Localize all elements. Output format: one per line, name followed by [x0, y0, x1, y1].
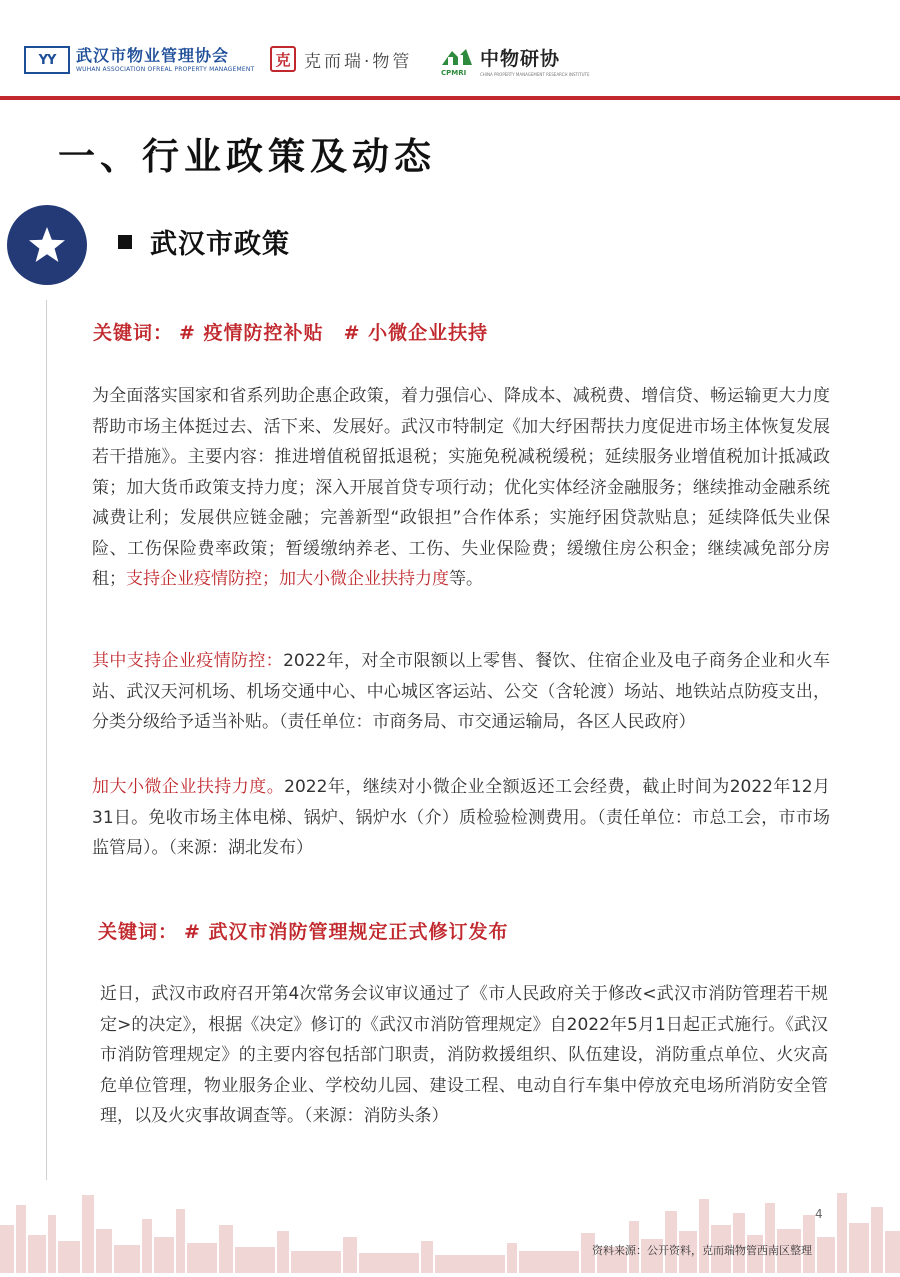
policy-paragraph-fire-regulation [100, 979, 828, 1132]
subsection-title: 武汉市政策 [150, 229, 290, 260]
paragraph-lead: 加大小微企业扶持力度。 [92, 777, 285, 797]
keyword-tag: # 武汉市消防管理规定正式修订发布 [184, 921, 509, 943]
cpmri-logo [440, 44, 590, 77]
keywords-epidemic-support [93, 318, 488, 345]
footer-source: 资料来源：公开资料，克而瑞物管西南区整理 [592, 1244, 812, 1257]
cpmri-emblem-icon [440, 45, 474, 77]
wuhan-association-logo [24, 46, 254, 74]
association-emblem-icon: YY [24, 46, 70, 74]
left-timeline-line [46, 300, 47, 1180]
paragraph-highlight: 支持企业疫情防控；加大小微企业扶持力度 [126, 569, 449, 589]
association-name-cn: 武汉市物业管理协会 [76, 45, 230, 65]
city-skyline-decoration [0, 1185, 900, 1273]
subsection-heading [118, 222, 290, 261]
association-name-en: WUHAN ASSOCIATION OFREAL PROPERTY MANAGEMENT [76, 65, 255, 73]
star-icon [7, 205, 87, 285]
cpmri-mark-text: CPMRI [441, 68, 467, 77]
keyword-tag: # 小微企业扶持 [343, 322, 489, 344]
keywords-fire-management [98, 917, 509, 944]
paragraph-text: 近日，武汉市政府召开第4次常务会议审议通过了《市人民政府关于修改<武汉市消防管理若干规定>的决定》，根据《决定》修订的《武汉市消防管理规定》自2022年5月1日起正式施行。《武汉市消防管理规定》的主要内容包括部门职责，消防救援组织、队伍建设，消防重点单位、火灾高危单位管理，物业服务企业、学校幼儿园、建设工程、电动自行车集中停放充电场所消防安全管理，以及火灾事故调查等。（来源：消防头条） [100, 984, 828, 1126]
paragraph-tail: 等。 [449, 569, 483, 589]
policy-paragraph-small-business [92, 772, 830, 864]
keyword-label: 关键词： [98, 921, 179, 943]
paragraph-text: 2022年，继续对小微企业全额返还工会经费，截止时间为2022年12月31日。免收市场主体电梯、锅炉、锅炉水（介）质检验检测费用。（责任单位：市总工会，市市场监管局）。（来源：湖北发布） [92, 777, 830, 858]
cpmri-name-en: CHINA PROPERTY MANAGEMENT RESEARCH INSTITUTE [480, 72, 590, 77]
section-title: 一、行业政策及动态 [58, 134, 436, 178]
cric-emblem-icon: 克 [270, 46, 296, 72]
keyword-tag: # 疫情防控补贴 [179, 322, 324, 344]
header-divider [0, 96, 900, 100]
square-bullet-icon [118, 235, 132, 249]
page-header [0, 0, 900, 100]
cric-logo [270, 46, 412, 72]
page-number: 4 [815, 1207, 823, 1221]
cpmri-name-cn: 中物研协 [480, 48, 561, 70]
paragraph-text: 为全面落实国家和省系列助企惠企政策，着力强信心、降成本、减税费、增信贷、畅运输更大力度帮助市场主体挺过去、活下来、发展好。武汉市特制定《加大纾困帮扶力度促进市场主体恢复发展若干措施》。主要内容：推进增值税留抵退税；实施免税减税缓税；延续服务业增值税加计抵减政策；加大货币政策支持力度；深入开展首贷专项行动；优化实体经济金融服务；继续推动金融系统减费让利；发展供应链金融；完善新型“政银担”合作体系；实施纾困贷款贴息；延续降低失业保险、工伤保险费率政策；暂缓缴纳养老、工伤、失业保险费；缓缴住房公积金；继续减免部分房租； [92, 386, 830, 589]
keyword-label: 关键词： [93, 322, 174, 344]
policy-paragraph-measures [92, 381, 830, 595]
policy-paragraph-epidemic [92, 646, 830, 738]
paragraph-text: 2022年，对全市限额以上零售、餐饮、住宿企业及电子商务企业和火车站、武汉天河机场、机场交通中心、中心城区客运站、公交（含轮渡）场站、地铁站点防疫支出，分类分级给予适当补贴。（责任单位：市商务局、市交通运输局，各区人民政府） [92, 651, 831, 732]
paragraph-lead: 其中支持企业疫情防控： [92, 651, 284, 671]
cric-name: 克而瑞·物管 [304, 51, 413, 72]
